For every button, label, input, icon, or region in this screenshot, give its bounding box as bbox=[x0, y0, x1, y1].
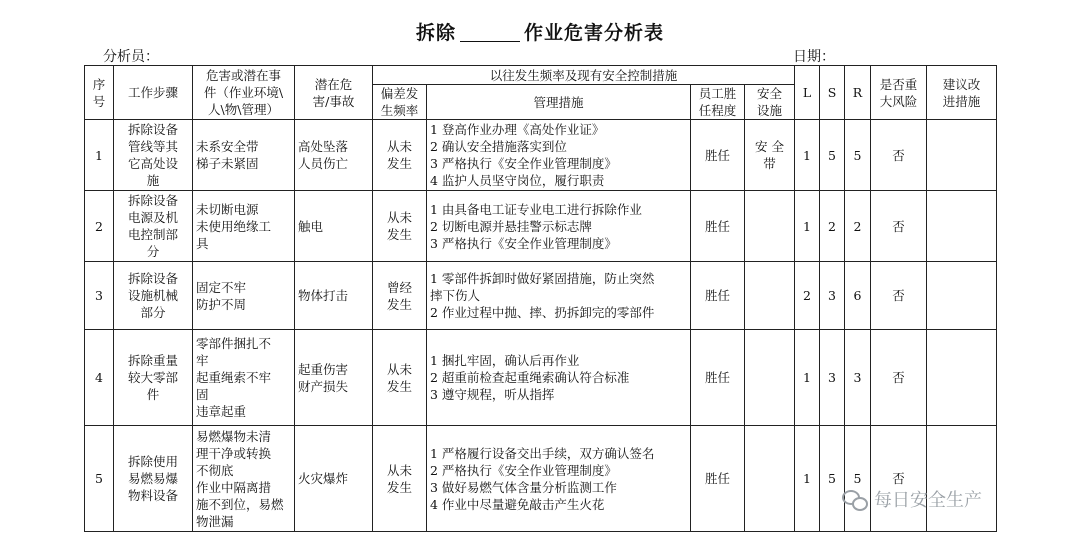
cell-S: 2 bbox=[820, 191, 845, 262]
header-hazard: 危害或潜在事 件（作业环境\ 人\物\管理） bbox=[193, 66, 295, 120]
cell-suggest bbox=[927, 191, 997, 262]
header-competence: 员工胜 任程度 bbox=[691, 85, 745, 120]
watermark bbox=[842, 486, 982, 512]
header-step: 工作步骤 bbox=[114, 66, 193, 120]
cell-measures: 1 由具备电工证专业电工进行拆除作业 2 切断电源并悬挂警示标志牌 3 严格执行《安全作业管理制度》 bbox=[427, 191, 691, 262]
cell-step: 拆除重量 较大零部 件 bbox=[114, 330, 193, 426]
cell-competence: 胜任 bbox=[691, 262, 745, 330]
date-label: 日期： bbox=[793, 49, 835, 65]
table-row bbox=[85, 262, 997, 330]
cell-hazard: 固定不牢 防护不周 bbox=[193, 262, 295, 330]
cell-measures: 1 严格履行设备交出手续，双方确认签名 2 严格执行《安全作业管理制度》 3 做好易燃气体含量分析监测工作 4 作业中尽量避免敲击产生火花 bbox=[427, 426, 691, 532]
cell-L: 1 bbox=[795, 191, 820, 262]
cell-L: 1 bbox=[795, 426, 820, 532]
header-R: R bbox=[845, 66, 871, 120]
cell-major: 否 bbox=[871, 426, 927, 532]
cell-hazard: 未系安全带 梯子未紧固 bbox=[193, 120, 295, 191]
cell-L: 1 bbox=[795, 330, 820, 426]
cell-seq: 2 bbox=[85, 191, 114, 262]
cell-freq: 从未 发生 bbox=[373, 426, 427, 532]
analyst-label: 分析员： bbox=[103, 49, 159, 65]
cell-consequence: 火灾爆炸 bbox=[295, 426, 373, 532]
header-suggest: 建议改 进措施 bbox=[927, 66, 997, 120]
cell-measures: 1 捆扎牢固，确认后再作业 2 超重前检查起重绳索确认符合标准 3 遵守规程，听从指挥 bbox=[427, 330, 691, 426]
cell-R: 5 bbox=[845, 426, 871, 532]
cell-suggest bbox=[927, 120, 997, 191]
table-row bbox=[85, 120, 997, 191]
cell-S: 5 bbox=[820, 120, 845, 191]
cell-step: 拆除设备 设施机械 部分 bbox=[114, 262, 193, 330]
cell-seq: 1 bbox=[85, 120, 114, 191]
cell-competence: 胜任 bbox=[691, 426, 745, 532]
cell-seq: 4 bbox=[85, 330, 114, 426]
cell-competence: 胜任 bbox=[691, 330, 745, 426]
cell-suggest bbox=[927, 426, 997, 532]
cell-step: 拆除设备 管线等其 它高处设 施 bbox=[114, 120, 193, 191]
header-S: S bbox=[820, 66, 845, 120]
cell-hazard: 易燃爆物未清 理干净或转换 不彻底 作业中隔离措 施不到位，易燃 物泄漏 bbox=[193, 426, 295, 532]
cell-seq: 3 bbox=[85, 262, 114, 330]
cell-consequence: 起重伤害 财产损失 bbox=[295, 330, 373, 426]
cell-L: 1 bbox=[795, 120, 820, 191]
title-blank-line bbox=[460, 41, 520, 42]
header-facility: 安全 设施 bbox=[745, 85, 795, 120]
cell-R: 5 bbox=[845, 120, 871, 191]
header-measures: 管理措施 bbox=[427, 85, 691, 120]
header-L: L bbox=[795, 66, 820, 120]
cell-R: 2 bbox=[845, 191, 871, 262]
table-row bbox=[85, 191, 997, 262]
cell-major: 否 bbox=[871, 191, 927, 262]
cell-suggest bbox=[927, 262, 997, 330]
cell-measures: 1 登高作业办理《高处作业证》 2 确认安全措施落实到位 3 严格执行《安全作业管理制度》 4 监护人员坚守岗位，履行职责 bbox=[427, 120, 691, 191]
title-text: 作业危害分析表 bbox=[524, 22, 665, 44]
cell-facility bbox=[745, 262, 795, 330]
cell-S: 3 bbox=[820, 262, 845, 330]
cell-freq: 曾经 发生 bbox=[373, 262, 427, 330]
cell-suggest bbox=[927, 330, 997, 426]
cell-consequence: 物体打击 bbox=[295, 262, 373, 330]
header-seq: 序 号 bbox=[85, 66, 114, 120]
wechat-icon bbox=[842, 488, 868, 510]
cell-step: 拆除使用 易燃易爆 物料设备 bbox=[114, 426, 193, 532]
cell-facility bbox=[745, 330, 795, 426]
cell-hazard: 零部件捆扎不 牢 起重绳索不牢 固 违章起重 bbox=[193, 330, 295, 426]
cell-measures: 1 零部件拆卸时做好紧固措施，防止突然 摔下伤人 2 作业过程中抛、摔、扔拆卸完的零部件 bbox=[427, 262, 691, 330]
cell-major: 否 bbox=[871, 330, 927, 426]
cell-R: 3 bbox=[845, 330, 871, 426]
cell-facility bbox=[745, 191, 795, 262]
cell-competence: 胜任 bbox=[691, 191, 745, 262]
cell-R: 6 bbox=[845, 262, 871, 330]
header-freq: 偏差发 生频率 bbox=[373, 85, 427, 120]
cell-L: 2 bbox=[795, 262, 820, 330]
document-title bbox=[0, 18, 1080, 45]
header-consequence: 潜在危 害/事故 bbox=[295, 66, 373, 120]
cell-S: 3 bbox=[820, 330, 845, 426]
cell-facility bbox=[745, 426, 795, 532]
cell-competence: 胜任 bbox=[691, 120, 745, 191]
cell-S: 5 bbox=[820, 426, 845, 532]
cell-freq: 从未 发生 bbox=[373, 120, 427, 191]
cell-consequence: 触电 bbox=[295, 191, 373, 262]
cell-hazard: 未切断电源 未使用绝缘工 具 bbox=[193, 191, 295, 262]
table-row bbox=[85, 330, 997, 426]
cell-freq: 从未 发生 bbox=[373, 330, 427, 426]
table-row bbox=[85, 426, 997, 532]
cell-consequence: 高处坠落 人员伤亡 bbox=[295, 120, 373, 191]
title-prefix: 拆除 bbox=[415, 22, 456, 44]
header-group: 以往发生频率及现有安全控制措施 bbox=[373, 66, 795, 85]
cell-major: 否 bbox=[871, 262, 927, 330]
cell-seq: 5 bbox=[85, 426, 114, 532]
cell-facility: 安 全 带 bbox=[745, 120, 795, 191]
cell-freq: 从未 发生 bbox=[373, 191, 427, 262]
cell-major: 否 bbox=[871, 120, 927, 191]
header-major: 是否重 大风险 bbox=[871, 66, 927, 120]
hazard-analysis-table bbox=[84, 65, 997, 532]
watermark-text: 每日安全生产 bbox=[874, 490, 982, 511]
cell-step: 拆除设备 电源及机 电控制部 分 bbox=[114, 191, 193, 262]
